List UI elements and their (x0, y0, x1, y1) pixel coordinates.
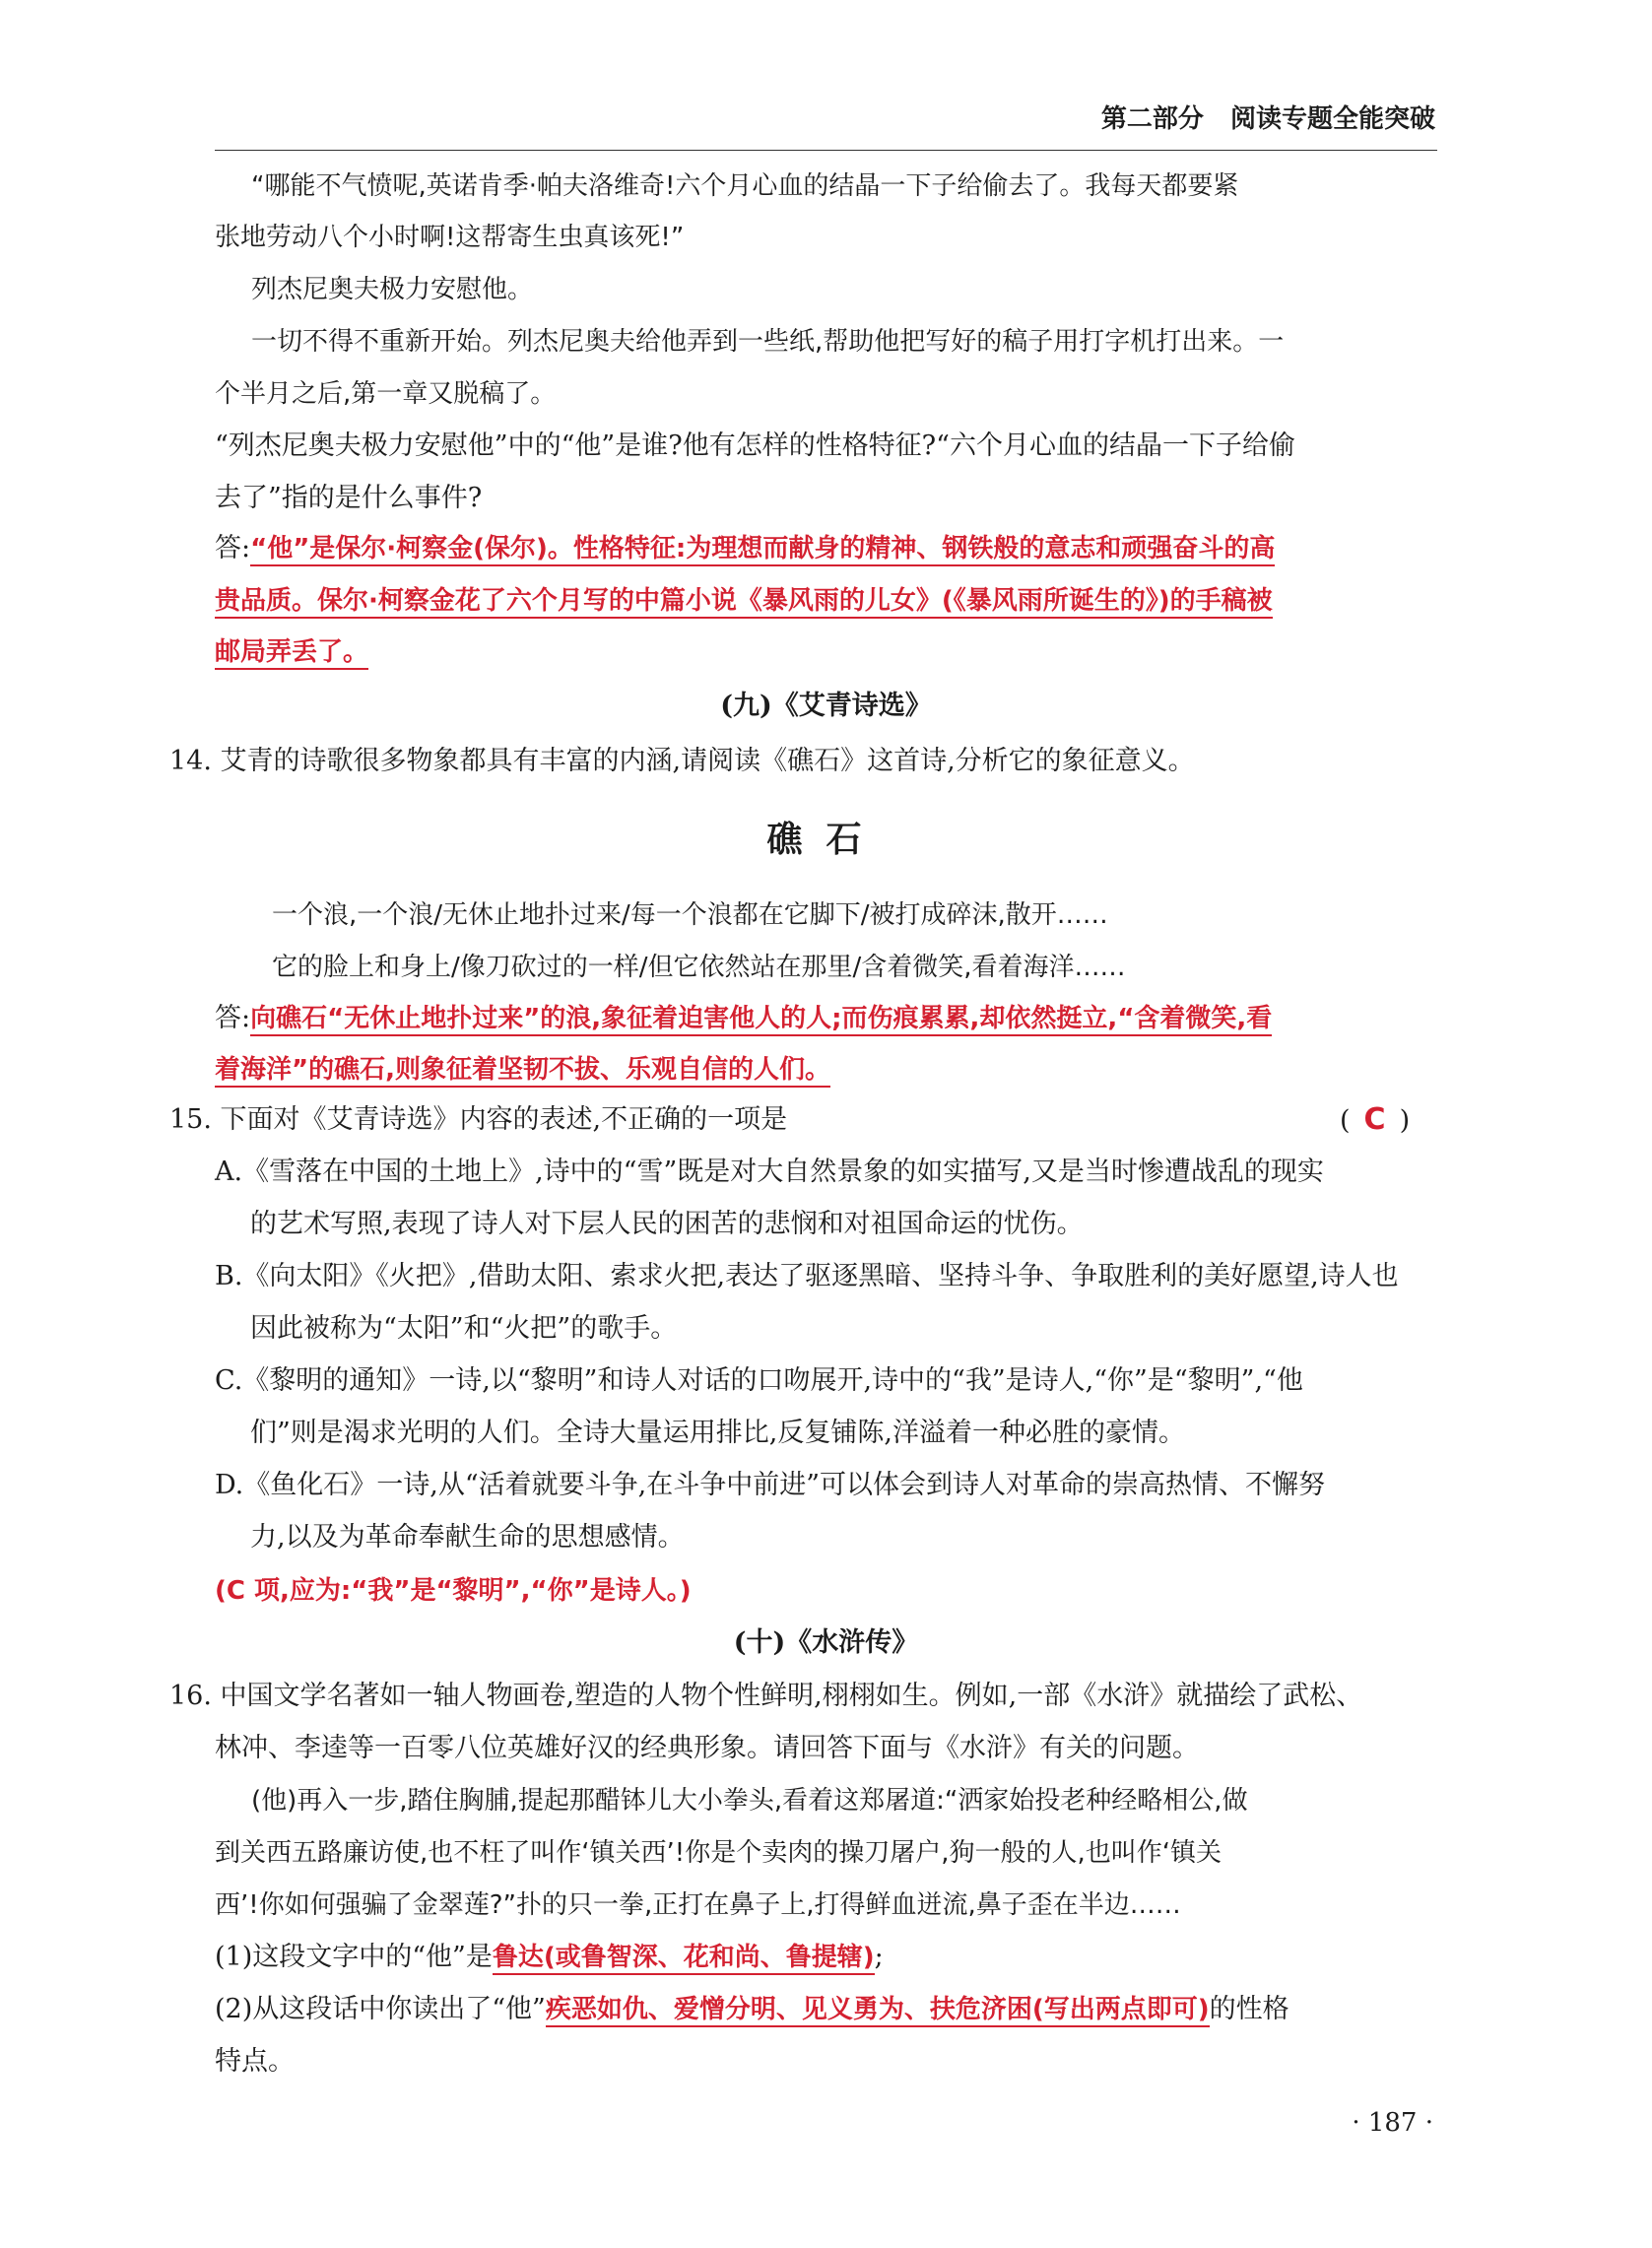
answer-text: “他”是保尔·柯察金(保尔)。性格特征:为理想而献身的精神、钢铁般的意志和顽强奋斗的高 (250, 534, 1275, 566)
poem-line: 一个浪,一个浪/无休止地扑过来/每一个浪都在它脚下/被打成碎沫,散开…… (272, 900, 1108, 930)
paren-open: ( (1340, 1105, 1351, 1136)
excerpt-line: 张地劳动八个小时啊!这帮寄生虫真该死!” (215, 223, 685, 252)
header-rule (215, 150, 1437, 151)
poem-line: 它的脸上和身上/像刀砍过的一样/但它依然站在那里/含着微笑,看着海洋…… (272, 953, 1126, 982)
answer-block (215, 532, 1275, 565)
header-section: 第二部分 (1100, 104, 1204, 134)
excerpt-line: 西’!你如何强骗了金翠莲?”扑的只一拳,正打在鼻子上,打得鲜血迸流,鼻子歪在半边…… (215, 1890, 1181, 1920)
page-number: · 187 · (1352, 2108, 1433, 2138)
choice-answer: C (1363, 1102, 1386, 1137)
section-heading: (九)《艾青诗选》 (720, 691, 932, 721)
sub1-suffix: ; (874, 1942, 884, 1972)
option-c-cont: 们”则是渴求光明的人们。全诗大量运用排比,反复铺陈,洋溢着一种必胜的豪情。 (250, 1418, 1185, 1448)
sub-question-2-cont: 特点。 (215, 2046, 295, 2077)
answer-block (215, 1002, 1272, 1035)
section-heading: (十)《水浒传》 (733, 1627, 919, 1658)
excerpt-line: 一切不得不重新开始。列杰尼奥夫给他弄到一些纸,帮助他把写好的稿子用打字机打出来。一 (251, 327, 1285, 357)
option-b: B.《向太阳》《火把》,借助太阳、索求火把,表达了驱逐黑暗、坚持斗争、争取胜利的美好愿望,诗人也 (215, 1261, 1399, 1291)
option-c: C.《黎明的通知》一诗,以“黎明”和诗人对话的口吻展开,诗中的“我”是诗人,“你”是“黎明”,“他 (215, 1365, 1303, 1396)
poem-title: 礁石 (766, 819, 886, 860)
question-line: 林冲、李逵等一百零八位英雄好汉的经典形象。请回答下面与《水浒》有关的问题。 (215, 1733, 1199, 1763)
question-line: 15. 下面对《艾青诗选》内容的表述,不正确的一项是 (169, 1104, 788, 1135)
answer-text (215, 635, 368, 669)
answer-text: 向礁石“无休止地扑过来”的浪,象征着迫害他人的人;而伤痕累累,却依然挺立,“含着微笑,看 (250, 1004, 1272, 1036)
option-b-cont: 因此被称为“太阳”和“火把”的歌手。 (250, 1313, 678, 1344)
explanation: (C 项,应为:“我”是“黎明”,“你”是诗人。) (215, 1576, 692, 1606)
question-line: 16. 中国文学名著如一轴人物画卷,塑造的人物个性鲜明,栩栩如生。例如,一部《水浒》就描绘了武松、 (169, 1681, 1363, 1711)
header-title: 阅读专题全能突破 (1229, 104, 1435, 134)
option-a: A.《雪落在中国的土地上》,诗中的“雪”既是对大自然景象的如实描写,又是当时惨遭战乱的现实 (215, 1157, 1324, 1187)
sub1-answer: 鲁达(或鲁智深、花和尚、鲁提辖) (493, 1943, 875, 1975)
choice-answer-box (1340, 1103, 1410, 1138)
answer-text-line: 邮局弄丢了。 (215, 637, 368, 670)
sub2-suffix: 的性格 (1209, 1994, 1289, 2024)
excerpt-line: 列杰尼奥夫极力安慰他。 (251, 275, 534, 304)
answer-text (215, 1053, 830, 1087)
question-line: “列杰尼奥夫极力安慰他”中的“他”是谁?他有怎样的性格特征?“六个月心血的结晶一下子给偷 (215, 430, 1295, 461)
answer-text-line: 着海洋”的礁石,则象征着坚韧不拔、乐观自信的人们。 (215, 1055, 830, 1088)
sub2-answer: 疾恶如仇、爱憎分明、见义勇为、扶危济困(写出两点即可) (546, 1995, 1210, 2027)
excerpt-line: 到关西五路廉访使,也不枉了叫作‘镇关西’!你是个卖肉的操刀屠户,狗一般的人,也叫作‘镇关 (215, 1838, 1222, 1868)
sub-question-2 (215, 1993, 1289, 2026)
running-header (1101, 99, 1435, 135)
option-d: D.《鱼化石》一诗,从“活着就要斗争,在斗争中前进”可以体会到诗人对革命的崇高热情、不懈努 (215, 1470, 1326, 1500)
sub2-prefix: (2)从这段话中你读出了“他” (215, 1994, 546, 2024)
sub1-prefix: (1)这段文字中的“他”是 (215, 1942, 493, 1972)
excerpt-line: 个半月之后,第一章又脱稿了。 (215, 379, 557, 409)
paren-close: ) (1399, 1105, 1411, 1136)
question-line: 14. 艾青的诗歌很多物象都具有丰富的内涵,请阅读《礁石》这首诗,分析它的象征意义。 (169, 746, 1195, 776)
question-line: 去了”指的是什么事件? (215, 483, 483, 513)
answer-prefix: 答: (215, 1003, 251, 1033)
answer-text (215, 584, 1273, 618)
excerpt-line: “哪能不气愤呢,英诺肯季·帕夫洛维奇!六个月心血的结晶一下子给偷去了。我每天都要紧 (251, 171, 1239, 201)
option-d-cont: 力,以及为革命奉献生命的思想感情。 (250, 1522, 685, 1553)
excerpt-line: (他)再入一步,踏住胸脯,提起那醋钵儿大小拳头,看着这郑屠道:“洒家始投老种经略相公,做 (251, 1786, 1248, 1816)
option-a-cont: 的艺术写照,表现了诗人对下层人民的困苦的悲悯和对祖国命运的忧伤。 (250, 1209, 1084, 1239)
sub-question-1 (215, 1941, 884, 1974)
answer-text-line: 贵品质。保尔·柯察金花了六个月写的中篇小说《暴风雨的儿女》(《暴风雨所诞生的》)的手稿被 (215, 586, 1273, 619)
answer-prefix: 答: (215, 533, 251, 563)
